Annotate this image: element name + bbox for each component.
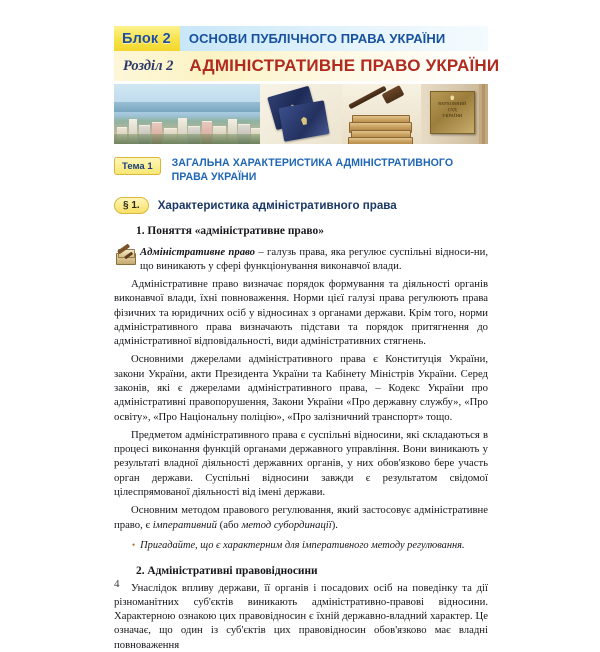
body-paragraph: Основними джерелами адміністративного права є Конституція України, закони України, акти Президента України та Кабінету Міністрів України. Серед законів, які є джерелами адміністративного права, – Кодекс України про адміністративні правопорушення, Закони України «Про державну службу», «Про освіту», «Про Національну поліцію», «Про залізничний транспорт» тощо. <box>114 353 488 423</box>
chapter-label: Розділ 2 <box>123 57 174 74</box>
passports-photo <box>260 84 342 144</box>
wall-stripe <box>479 84 488 144</box>
plaque-line-3: УКРАЇНИ <box>442 113 463 119</box>
section-heading <box>114 197 488 214</box>
book-stack-item <box>348 137 413 144</box>
subsection-1-heading: 1. Поняття «адміністративне право» <box>136 224 324 237</box>
topic-title: ЗАГАЛЬНА ХАРАКТЕРИСТИКА АДМІНІСТРАТИВНОГО ПРАВА УКРАЇНИ <box>171 157 454 183</box>
law-book-gavel-icon <box>115 245 136 267</box>
method-prefix: Основним методом правового регулювання, який застосовує адміністративне право, є <box>114 504 488 531</box>
books-gavel-photo <box>342 84 421 144</box>
section-number-badge: § 1. <box>114 197 149 214</box>
body-paragraph: Унаслідок впливу держави, її органів і посадових осіб на поведінку та дії різноманітних суб'єктів виникають адміністративно-правові відносини. Характерною ознакою цих правовідносин є їхній державно-владний характер. Це означає, що один із суб'єктів цих правовідносин обов'язково має владні повноваження <box>114 581 488 651</box>
trident-crest-icon <box>450 95 454 100</box>
subsection-2-heading: 2. Адміністративні правовідносини <box>136 564 318 577</box>
chapter-header-bar <box>114 51 500 81</box>
page-number: 4 <box>114 578 120 590</box>
method-term-imperative: імперативний <box>152 518 217 531</box>
plaque-line-1: ВЕРХОВНИЙ <box>438 101 467 107</box>
topic-heading <box>114 157 488 185</box>
cityscape-photo <box>114 84 260 144</box>
definition-block <box>114 245 488 273</box>
court-plaque <box>430 91 474 134</box>
method-mid: (або <box>217 518 242 531</box>
plaque-line-2: СУД <box>447 107 457 113</box>
body-paragraph: Адміністративне право визначає порядок формування та діяльності органів виконавчої влади, їхні повноваження. Норми цієї галузі права регулюють права фізичних та юридичних осіб у відносинах з органами держави. Крім того, норми адміністративного права визначають підстави та порядок притягнення до адміністративної відповідальності, види адміністративних стягнень. <box>114 278 488 348</box>
bullet-icon: • <box>132 539 136 550</box>
body-paragraph: Предметом адміністративного права є суспільні відносини, які складаються в процесі виконання функцій органами державного управління. Вони виникають у результаті владної діяльності державних органів, у них обов'язково бере участь орган держави. Суспільні відносини завжди є результатом свідомої цілеспрямованої діяльності від імені держави. <box>114 428 488 498</box>
method-suffix: ). <box>331 518 338 531</box>
definition-text <box>140 245 488 273</box>
page-content-column <box>114 0 500 651</box>
topic-badge: Тема 1 <box>114 157 161 175</box>
definition-term: Адміністративне право <box>140 245 256 258</box>
supreme-court-plaque-photo <box>421 84 488 144</box>
block-header-bar <box>114 26 488 51</box>
section-title: Характеристика адміністративного права <box>157 198 397 212</box>
task-item <box>114 539 488 553</box>
definition-body: – галузь права, яка регулює суспільні відноси-ни, що виникають у сфері функціонування виконавчої влади. <box>140 245 488 272</box>
task-text: Пригадайте, що є характерним для імперативного методу регулювання. <box>140 539 465 551</box>
block-badge: Блок 2 <box>114 26 180 51</box>
chapter-title: АДМІНІСТРАТИВНЕ ПРАВО УКРАЇНИ <box>189 56 500 75</box>
chapter-banner-collage <box>114 84 488 144</box>
block-title: ОСНОВИ ПУБЛІЧНОГО ПРАВА УКРАЇНИ <box>188 31 446 46</box>
method-term-subordination: метод субординації <box>241 518 332 531</box>
method-paragraph <box>114 503 488 532</box>
tree-line <box>114 134 260 144</box>
